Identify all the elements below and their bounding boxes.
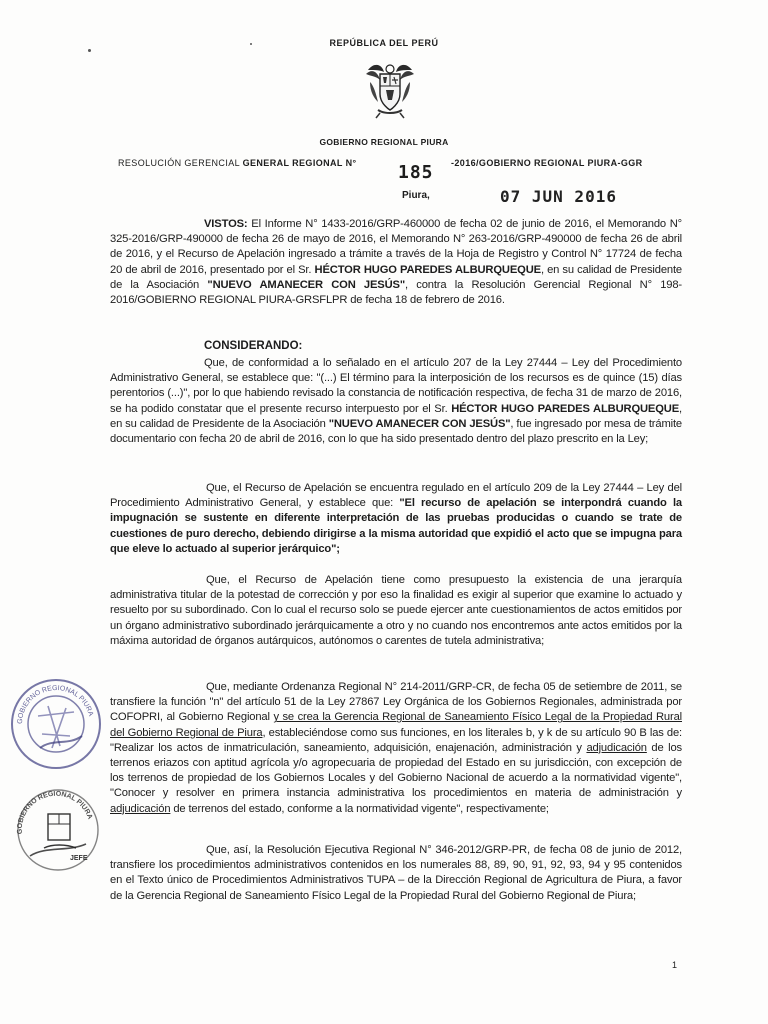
date-stamp: 07 JUN 2016 <box>500 187 617 206</box>
page-number: 1 <box>672 960 678 970</box>
resolution-number: 185 <box>398 162 434 183</box>
paragraph-text: Que, de conformidad a lo señalado en el artículo 207 de la Ley 27444 – Ley del Procedimiento Administrativo General, se establece que: "(...) El término para la interposición de los recursos es de quince (15) días perentorios (...)", por lo que habiendo revisado la constancia de notificación respectiva, de fecha 31 de marzo de 2016, se ha podido constatar que el presente recurso interpuesto por el Sr. <box>110 357 682 415</box>
appellant-name: HÉCTOR HUGO PAREDES ALBURQUEQUE <box>314 263 541 276</box>
underlined-text: adjudicación <box>110 802 171 815</box>
considerando-paragraph-2 <box>110 481 682 557</box>
scan-speck <box>88 49 91 52</box>
vistos-paragraph <box>110 217 682 308</box>
association-name: "NUEVO AMANECER CON JESÚS" <box>328 417 511 430</box>
place-label: Piura, <box>402 190 430 201</box>
svg-text:GOBIERNO REGIONAL PIURA: GOBIERNO REGIONAL PIURA <box>16 684 95 725</box>
paragraph-text: , estableciéndose como sus funciones, en los literales b, y k de su artículo 90 B las de: "Realizar los actos de inmatriculación, saneamiento, adquisición, enajenación, administración y <box>110 726 682 754</box>
paragraph-text: Que, mediante Ordenanza Regional N° 214-2011/GRP-CR, de fecha 05 de setiembre de 2011, se transfiere la función "n" del artículo 51 de la Ley 27867 Ley Orgánica de los Gobiernos Regionales, administrada por COFOPRI, al Gobierno Regional <box>110 681 682 724</box>
considerando-heading: CONSIDERANDO: <box>204 340 303 352</box>
official-seal-stamp <box>10 786 106 874</box>
association-name: "NUEVO AMANECER CON JESÚS" <box>207 278 406 291</box>
paragraph-text: , fue ingresado por mesa de trámite documentario con fecha 20 de abril de 2016, con lo que ha sido presentado dentro del plazo prescrito en la Ley; <box>110 417 682 446</box>
vistos-label: VISTOS: <box>204 218 248 230</box>
vistos-text: El Informe N° 1433-2016/GRP-460000 de fecha 02 de junio de 2016, el Memorando N° 325-2016/GRP-490000 de fecha 26 de mayo de 2016, el Memorando N° 263-2016/GRP-490000 de fecha 26 de abril de 2016, y el Recurso de Apelación ingresado a trámite a través de la Hoja de Registro y Control N° 17724 de fecha 20 de abril de 2016, presentado por el Sr. <box>110 218 682 276</box>
paragraph-text: Que, el Recurso de Apelación tiene como presupuesto la existencia de una jerarquía administrativa titular de la potestad de corrección y por eso la finalidad es exigir al superior que examine lo actuado y resuelto por su subordinado. Con lo cual el recurso solo se puede ejercer ante cuestionamientos de actos emitidos por un órgano administrativo subordinado jerárquicamente a otro y no cuando nos encontremos ante actos emitidos por la máxima autoridad de órganos autárquicos, autónomos o carentes de tutela administrativa; <box>110 574 682 647</box>
underlined-text: y se crea la Gerencia Regional de Saneamiento Físico Legal de la Propiedad Rural del Gobierno Regional de Piura <box>110 711 682 739</box>
regional-government-heading: GOBIERNO REGIONAL PIURA <box>319 137 449 147</box>
national-coat-of-arms-icon <box>364 60 416 120</box>
paragraph-text: Que, el Recurso de Apelación se encuentra regulado en el artículo 209 de la Ley 27444 – Ley del Procedimiento Administrativo General, y establece que: <box>110 482 682 510</box>
resolution-suffix: -2016/GOBIERNO REGIONAL PIURA-GGR <box>451 158 643 168</box>
svg-text:JEFE: JEFE <box>70 855 88 862</box>
considerando-paragraph-1 <box>110 356 682 447</box>
vistos-text: , en su calidad de Presidente de la Asociación <box>110 263 683 291</box>
paragraph-text: , en su calidad de Presidente de la Asociación <box>110 402 682 430</box>
appellant-name: HÉCTOR HUGO PAREDES ALBURQUEQUE <box>451 402 680 415</box>
republic-heading: REPÚBLICA DEL PERÚ <box>329 38 439 48</box>
considerando-paragraph-5 <box>110 843 682 904</box>
resolution-title-prefix <box>118 158 356 168</box>
underlined-text: adjudicación <box>586 741 647 754</box>
paragraph-text: de terrenos del estado, conforme a la normatividad vigente", respectivamente; <box>170 802 549 815</box>
vistos-text: , contra la Resolución Gerencial Regional N° 198-2016/GOBIERNO REGIONAL PIURA-GRSFLPR de fecha 18 de febrero de 2016. <box>110 278 682 307</box>
considerando-paragraph-4 <box>110 680 682 817</box>
resolution-title-prefix-normal: RESOLUCIÓN GERENCIAL <box>118 158 243 168</box>
paragraph-text: Que, así, la Resolución Ejecutiva Regional N° 346-2012/GRP-PR, de fecha 08 de junio de 2012, transfiere los procedimientos administrativos contenidos en los numerales 88, 89, 90, 91, 92, 93, 94 y 95 contenidos en el Texto único de Procedimientos Administrativos TUPA – de la Dirección Regional de Agricultura de Piura, a favor de la Gerencia Regional de Saneamiento Físico Legal de la Propiedad Rural del Gobierno Regional de Piura; <box>110 844 682 902</box>
considerando-paragraph-3 <box>110 573 682 649</box>
paragraph-text: de los terrenos eriazos con aptitud agrícola y/o agropecuaria de propiedad del Estado en su jurisdicción, con excepción de los terrenos de propiedad de los Gobiernos Locales y del Gobierno Nacional de acuerdo a la normatividad vigente", "Conocer y resolver en primera instancia administrativa los procedimientos en materia de administración y <box>110 741 682 800</box>
official-seal-stamp <box>8 676 104 772</box>
legal-quote: "El recurso de apelación se interpondrá cuando la impugnación se sustente en diferente interpretación de las pruebas producidas o cuando se trate de cuestiones de puro derecho, debiendo dirigirse a la misma autoridad que expidió el acto que se impugna para que eleve lo actuado al superior jerárquico"; <box>110 497 682 555</box>
resolution-title-prefix-bold: GENERAL REGIONAL N° <box>242 158 357 168</box>
svg-text:GOBIERNO REGIONAL PIURA: GOBIERNO REGIONAL PIURA <box>16 790 94 835</box>
